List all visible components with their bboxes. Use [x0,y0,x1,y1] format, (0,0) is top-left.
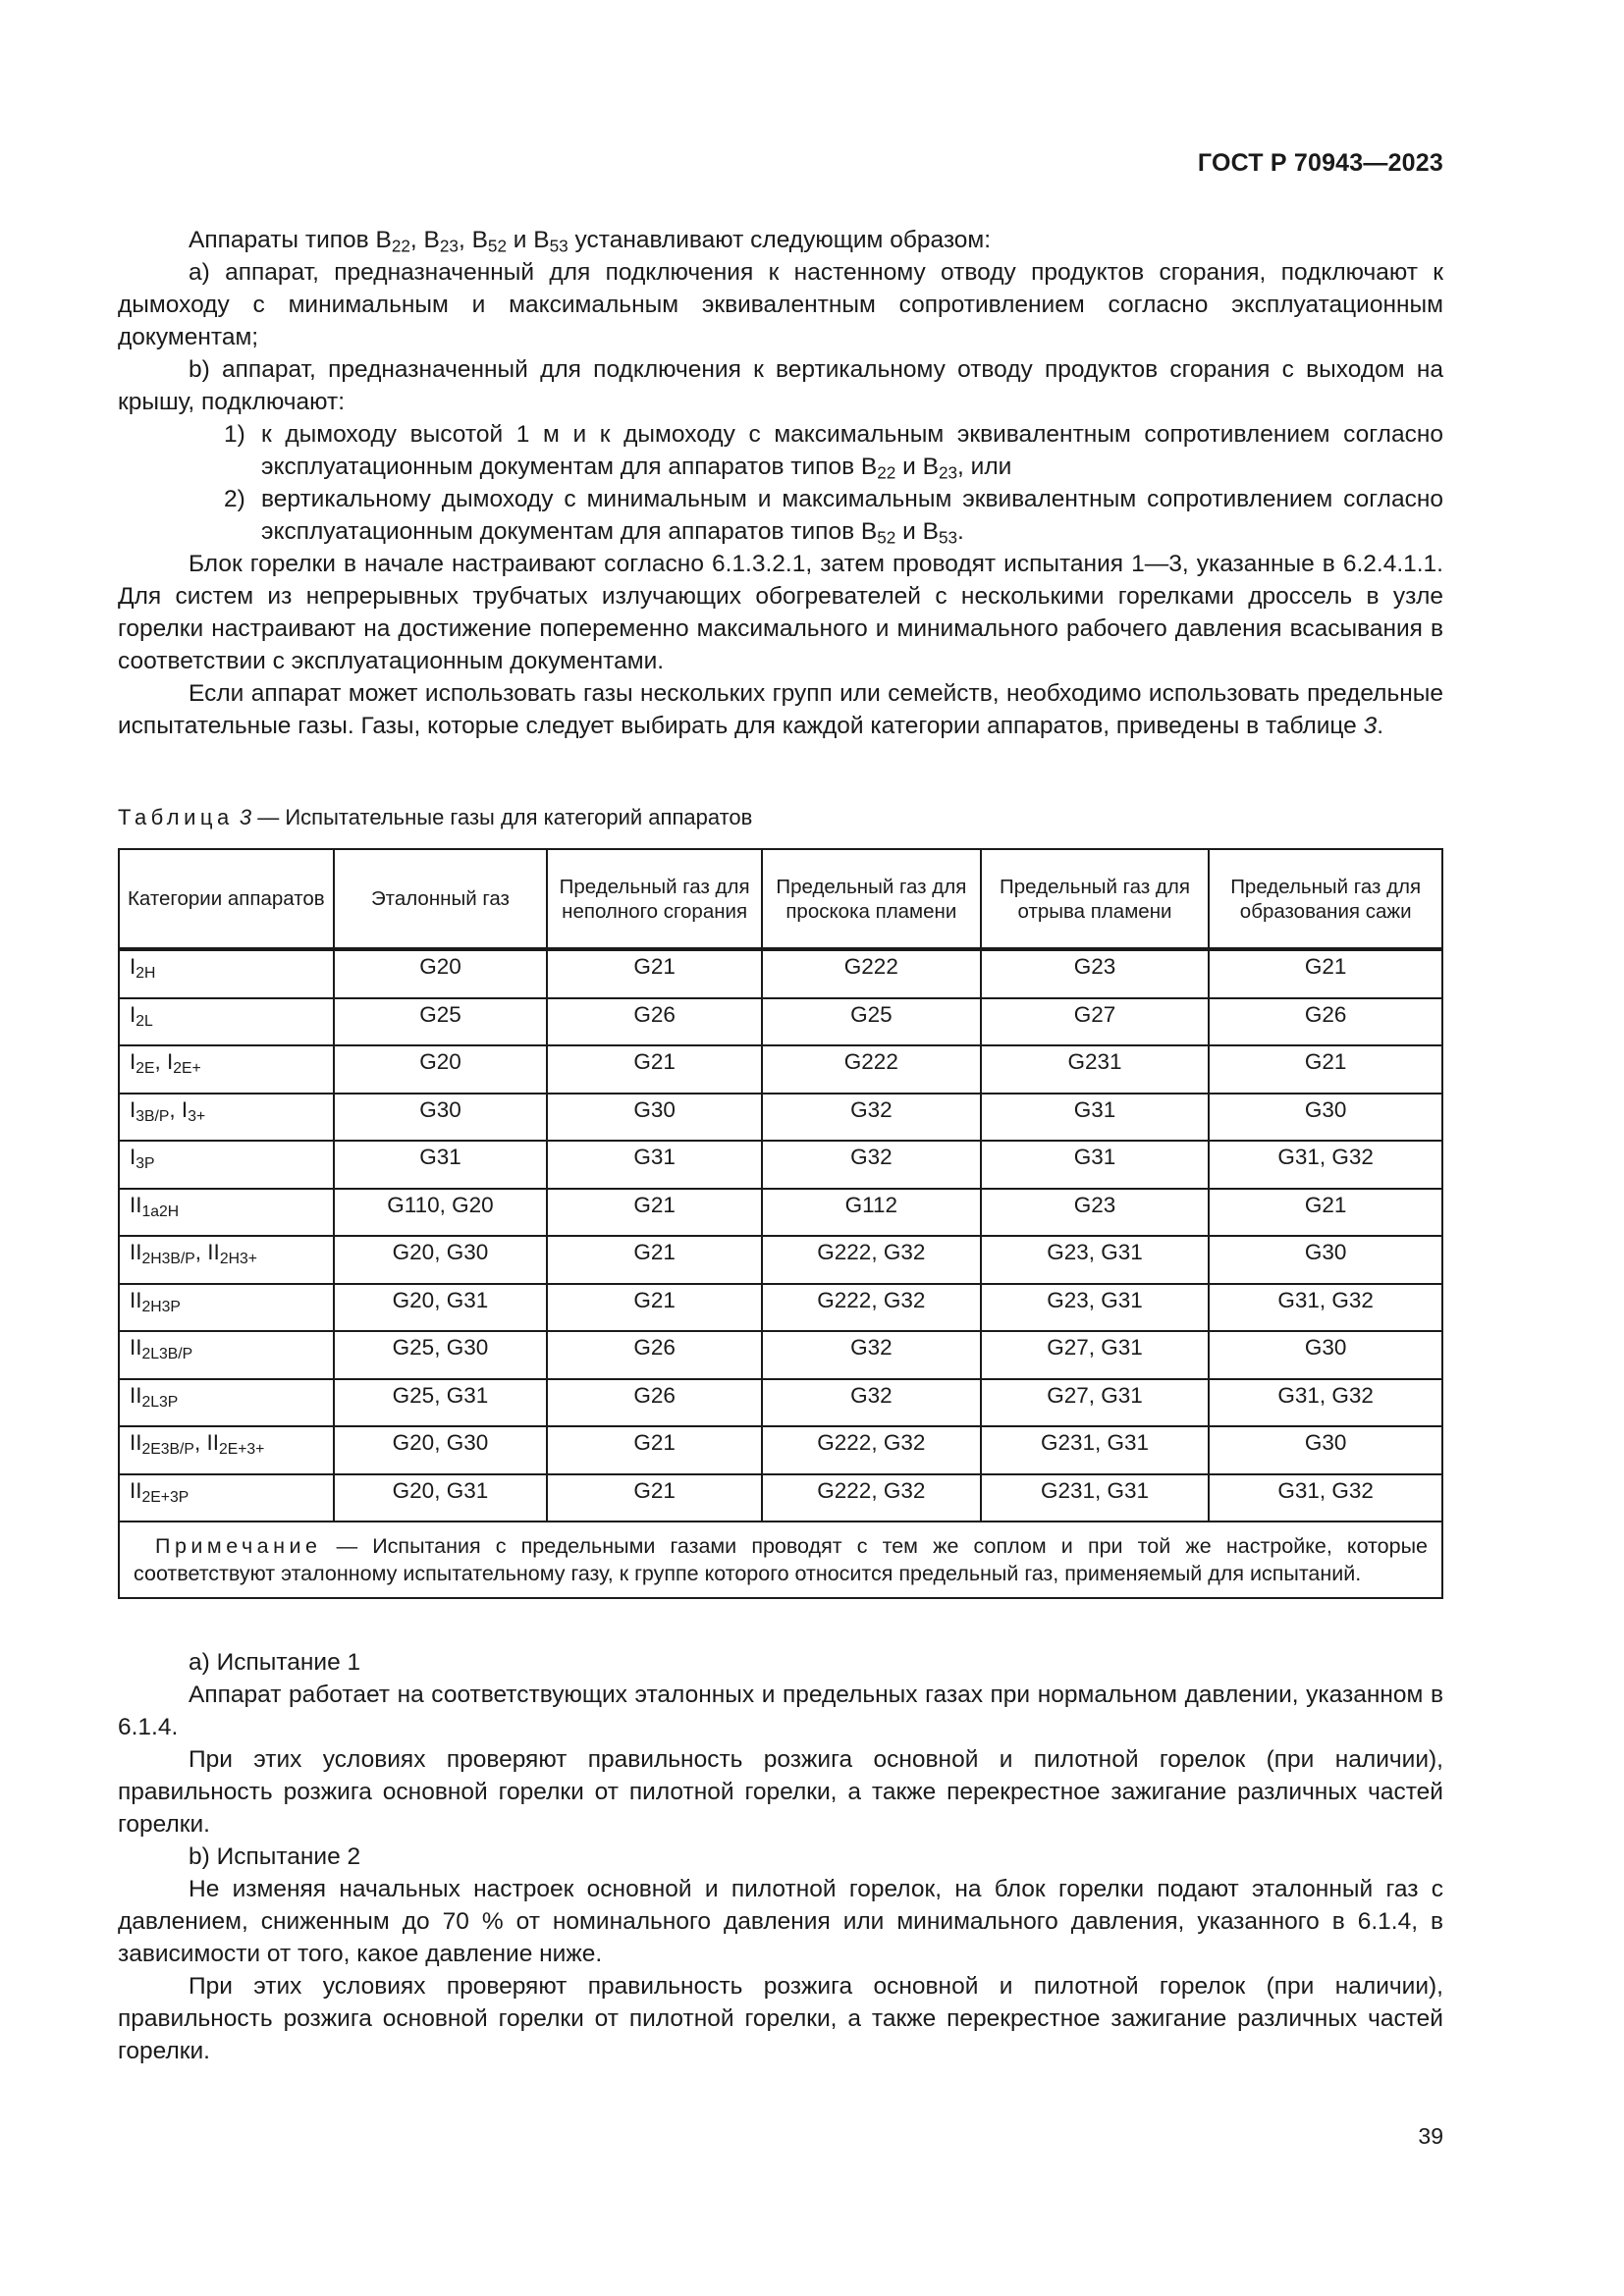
gas-cell: G21 [547,1236,762,1284]
gas-cell: G20, G31 [334,1474,548,1522]
gas-cell: G26 [547,1379,762,1427]
gas-cell: G20, G30 [334,1236,548,1284]
category-cell: $I_{2H}$ [119,949,334,998]
category-cell: $I_{3B/P}$, $I_{3+}$ [119,1094,334,1142]
gas-cell: G112 [762,1189,981,1237]
gas-cell: G20, G30 [334,1426,548,1474]
gas-cell: G20 [334,1045,548,1094]
gas-cell: G31, G32 [1209,1379,1442,1427]
gas-cell: G30 [547,1094,762,1142]
test-1-title: a) Испытание 1 [189,1649,361,1676]
table-header-row [119,849,1442,949]
gas-cell: G25, G31 [334,1379,548,1427]
gas-cell: G21 [1209,1045,1442,1094]
gas-cell: G21 [547,1426,762,1474]
gas-cell: G222 [762,1045,981,1094]
gas-cell: G21 [547,1474,762,1522]
table-row [119,1141,1442,1189]
test-2-title: b) Испытание 2 [189,1843,361,1870]
test-2-paragraph-1: Не изменяя начальных настроек основной и пилотной горелок, на блок горелки подают эталонный газ с давлением, сниженным до 70 % от номинального давления или минимального давления, указанного в 6.1.4, в зависимости от того, какое давление ниже. [118,1876,1443,1967]
table-note-row [119,1522,1442,1598]
category-cell: $II_{2L3B/P}$ [119,1331,334,1379]
gas-cell: G30 [1209,1236,1442,1284]
gas-cell: G30 [334,1094,548,1142]
gas-cell: G222, G32 [762,1236,981,1284]
gas-cell: G31, G32 [1209,1474,1442,1522]
gas-cell: G21 [547,1284,762,1332]
table-row [119,1045,1442,1094]
category-cell: $II_{2L3P}$ [119,1379,334,1427]
gas-cell: G26 [547,1331,762,1379]
gas-cell: G31, G32 [1209,1141,1442,1189]
category-cell: $II_{2H3P}$ [119,1284,334,1332]
intro-text [118,224,1443,742]
gas-cell: G222, G32 [762,1284,981,1332]
gas-cell: G21 [547,1045,762,1094]
table-row [119,1094,1442,1142]
table-row [119,1379,1442,1427]
paragraph-burner-block: Блок горелки в начале настраивают согласно 6.1.3.2.1, затем проводят испытания 1—3, указанные в 6.2.4.1.1. Для систем из непрерывных трубчатых излучающих обогревателей с несколькими горелками дроссель в узле горелки настраивают на достижение попеременно максимального и минимального рабочего давления всасывания в соответствии с эксплуатационным документами. [118,551,1443,674]
header-flame-lift: Предельный газ для отрыва пламени [981,849,1210,949]
gas-cell: G21 [547,1189,762,1237]
category-cell: $I_{2L}$ [119,998,334,1046]
page-number: 39 [1418,2123,1443,2149]
table-body [119,949,1442,1522]
sublist-item-2: 2) вертикальному дымоходу с минимальным и максимальным эквивалентным сопротивлением согласно эксплуатационным документам для аппаратов типов $B_{52}$ и $B_{53}$. [224,486,1443,548]
paragraph-limit-gases: Если аппарат может использовать газы нескольких групп или семейств, необходимо использовать предельные испытательные газы. Газы, которые следует выбирать для каждой категории аппаратов, приведены в таблице 3. [118,680,1443,739]
table-row [119,1236,1442,1284]
table-row [119,1426,1442,1474]
gas-cell: G30 [1209,1331,1442,1379]
gas-cell: G25 [334,998,548,1046]
category-cell: $I_{3P}$ [119,1141,334,1189]
gas-cell: G26 [1209,998,1442,1046]
gas-cell: G27 [981,998,1210,1046]
gas-cell: G26 [547,998,762,1046]
test-1-paragraph-2: При этих условиях проверяют правильность розжига основной и пилотной горелок (при наличии), правильность розжига основной горелки от пилотной горелки, а также перекрестное зажигание различных частей горелки. [118,1746,1443,1838]
gas-cell: G222, G32 [762,1426,981,1474]
gas-cell: G27, G31 [981,1379,1210,1427]
header-reference-gas: Эталонный газ [334,849,548,949]
table-row [119,1474,1442,1522]
gas-cell: G31 [334,1141,548,1189]
gas-cell: G231, G31 [981,1474,1210,1522]
list-item-b: b) аппарат, предназначенный для подключения к вертикальному отводу продуктов сгорания с выходом на крышу, подключают: [118,356,1443,415]
header-category: Категории аппаратов [119,849,334,949]
gas-cell: G25, G30 [334,1331,548,1379]
gas-cell: G20, G31 [334,1284,548,1332]
gas-cell: G21 [1209,949,1442,998]
tests-text [118,1646,1443,2067]
category-cell: $II_{2H3B/P}$, $II_{2H3+}$ [119,1236,334,1284]
table-row [119,1284,1442,1332]
gas-cell: G21 [1209,1189,1442,1237]
table-row [119,1189,1442,1237]
gas-cell: G231 [981,1045,1210,1094]
gas-cell: G21 [547,949,762,998]
gas-cell: G231, G31 [981,1426,1210,1474]
category-cell: $II_{2E+3P}$ [119,1474,334,1522]
category-cell: $II_{2E3B/P}$, $II_{2E+3+}$ [119,1426,334,1474]
table-caption: Таблица 3 — Испытательные газы для категорий аппаратов [118,805,753,829]
gas-cell: G31, G32 [1209,1284,1442,1332]
sublist-item-1: 1) к дымоходу высотой 1 м и к дымоходу с максимальным эквивалентным сопротивлением согласно эксплуатационным документам для аппаратов типов $B_{22}$ и $B_{23}$, или [224,421,1443,483]
gas-cell: G27, G31 [981,1331,1210,1379]
gas-cell: G23, G31 [981,1236,1210,1284]
category-cell: $I_{2E}$, $I_{2E+}$ [119,1045,334,1094]
gas-cell: G30 [1209,1426,1442,1474]
gas-cell: G31 [547,1141,762,1189]
table-row [119,1331,1442,1379]
table-row [119,998,1442,1046]
paragraph-apparatus-types: Аппараты типов $B_{22}$, $B_{23}$, $B_{52}$ и $B_{53}$ устанавливают следующим образом: [189,227,992,256]
gas-cell: G32 [762,1141,981,1189]
gas-cell: G110, G20 [334,1189,548,1237]
gas-cell: G23 [981,949,1210,998]
gas-cell: G23 [981,1189,1210,1237]
gas-cell: G25 [762,998,981,1046]
test-gases-table [118,848,1443,1599]
gas-cell: G32 [762,1094,981,1142]
category-cell: $II_{1a2H}$ [119,1189,334,1237]
table-row [119,949,1442,998]
gas-cell: G222 [762,949,981,998]
gas-cell: G222, G32 [762,1474,981,1522]
table-note: Примечание — Испытания с предельными газами проводят с тем же соплом и при той же настройке, которые соответствуют эталонному испытательному газу, к группе которого относится предельный газ, применяемый для испытаний. [119,1522,1442,1598]
test-2-paragraph-2: При этих условиях проверяют правильность розжига основной и пилотной горелок (при наличии), правильность розжига основной горелки от пилотной горелки, а также перекрестное зажигание различных частей горелки. [118,1973,1443,2064]
header-sooting: Предельный газ для образования сажи [1209,849,1442,949]
header-light-back: Предельный газ для проскока пламени [762,849,981,949]
gas-cell: G31 [981,1094,1210,1142]
gas-cell: G31 [981,1141,1210,1189]
test-1-paragraph-1: Аппарат работает на соответствующих эталонных и предельных газах при нормальном давлении, указанном в 6.1.4. [118,1682,1443,1740]
gas-cell: G23, G31 [981,1284,1210,1332]
gas-cell: G30 [1209,1094,1442,1142]
gas-cell: G32 [762,1331,981,1379]
gas-cell: G32 [762,1379,981,1427]
list-item-a: a) аппарат, предназначенный для подключения к настенному отводу продуктов сгорания, подключают к дымоходу с минимальным и максимальным эквивалентным сопротивлением согласно эксплуатационным документам; [118,259,1443,350]
header-incomplete-combustion: Предельный газ для неполного сгорания [547,849,762,949]
standard-code-header: ГОСТ Р 70943—2023 [1197,149,1443,177]
gas-cell: G20 [334,949,548,998]
